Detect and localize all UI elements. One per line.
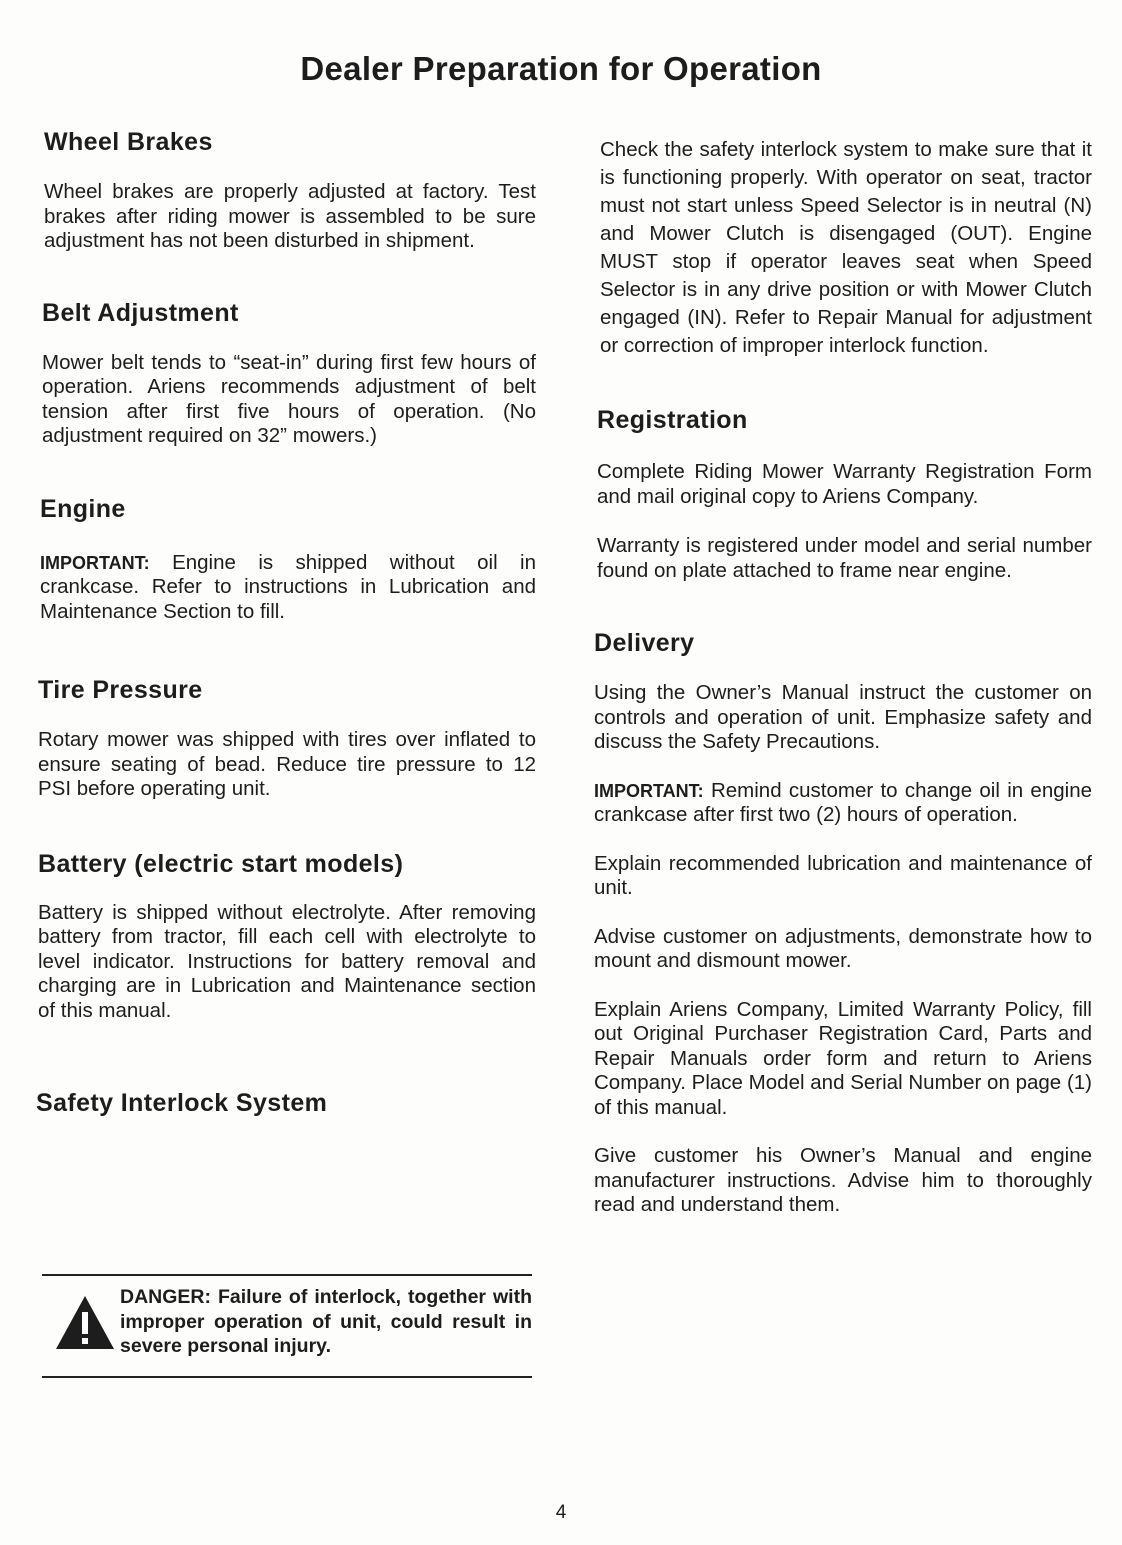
danger-notice bbox=[42, 1274, 532, 1378]
belt-adjustment-section bbox=[42, 297, 536, 449]
engine-heading: Engine bbox=[40, 494, 126, 523]
page-title: Dealer Preparation for Operation bbox=[300, 50, 822, 87]
safety-interlock-heading: Safety Interlock System bbox=[36, 1089, 328, 1117]
registration-section bbox=[597, 404, 1092, 583]
tire-pressure-section bbox=[38, 674, 536, 802]
tire-pressure-heading: Tire Pressure bbox=[38, 676, 203, 704]
delivery-paragraph-6: Give customer his Owner’s Manual and engine manufacturer instructions. Advise him to thoroughly read and understand them. bbox=[594, 1144, 1092, 1216]
registration-heading: Registration bbox=[597, 406, 748, 434]
delivery-important-label: IMPORTANT: bbox=[594, 780, 704, 801]
right-column bbox=[592, 136, 1092, 1218]
registration-paragraph-2: Warranty is registered under model and serial number found on plate attached to frame near engine. bbox=[597, 534, 1092, 582]
engine-body: Engine is shipped without oil in crankcase. Refer to instructions in Lubrication and Maintenance Section to fill. bbox=[40, 550, 537, 623]
tire-pressure-text: Rotary mower was shipped with tires over inflated to ensure seating of bead. Reduce tire pressure to 12 PSI before operating unit. bbox=[38, 728, 536, 800]
battery-section bbox=[38, 848, 536, 1024]
belt-adjustment-text: Mower belt tends to “seat-in” during first few hours of operation. Ariens recommends adjustment of belt tension after first five hours of operation. (No adjustment required on 32” mowers.) bbox=[42, 350, 536, 447]
delivery-paragraph-3: Explain recommended lubrication and maintenance of unit. bbox=[594, 851, 1092, 899]
engine-important-label: IMPORTANT: bbox=[40, 552, 150, 573]
wheel-brakes-text: Wheel brakes are properly adjusted at factory. Test brakes after riding mower is assembled to be sure adjustment has not been disturbed in shipment. bbox=[44, 180, 536, 252]
wheel-brakes-section bbox=[44, 126, 536, 254]
danger-text: DANGER: Failure of interlock, together with improper operation of unit, could result in severe personal injury. bbox=[120, 1286, 532, 1357]
delivery-heading: Delivery bbox=[594, 629, 695, 657]
delivery-paragraph-1: Using the Owner’s Manual instruct the customer on controls and operation of unit. Emphasize safety and discuss the Safety Precautions. bbox=[594, 681, 1092, 753]
engine-text bbox=[40, 551, 536, 625]
battery-text: Battery is shipped without electrolyte. After removing battery from tractor, fill each cell with electrolyte to level indicator. Instructions for battery removal and charging are in Lubrication and Maintenance section of this manual. bbox=[38, 900, 536, 1022]
wheel-brakes-heading: Wheel Brakes bbox=[44, 128, 213, 156]
battery-heading: Battery (electric start models) bbox=[38, 849, 404, 878]
delivery-paragraph-2-body: Remind customer to change oil in engine crankcase after first two (2) hours of operation. bbox=[594, 778, 1092, 826]
delivery-paragraph-2 bbox=[594, 779, 1092, 828]
safety-interlock-section bbox=[36, 1087, 536, 1119]
belt-adjustment-heading: Belt Adjustment bbox=[42, 298, 239, 327]
delivery-paragraph-5: Explain Ariens Company, Limited Warranty Policy, fill out Original Purchaser Registration Card, Parts and Repair Manuals order form and return to Ariens Company. Place Model and Serial Number on page (1) of this manual. bbox=[594, 997, 1092, 1119]
registration-paragraph-1: Complete Riding Mower Warranty Registration Form and mail original copy to Ariens Company. bbox=[597, 460, 1092, 508]
delivery-section bbox=[594, 627, 1092, 1218]
left-column bbox=[38, 126, 536, 1119]
warning-triangle-icon bbox=[54, 1294, 116, 1352]
interlock-check-section bbox=[600, 136, 1092, 360]
interlock-check-text: Check the safety interlock system to make sure that it is functioning properly. With operator on seat, tractor must not start unless Speed Selector is in neutral (N) and Mower Clutch is disengaged (OUT). Engine MUST stop if operator leaves seat when Speed Selector is in any drive position or with Mower Clutch engaged (IN). Refer to Repair Manual for adjustment or correction of improper interlock function. bbox=[600, 138, 1092, 357]
delivery-paragraph-4: Advise customer on adjustments, demonstrate how to mount and dismount mower. bbox=[594, 924, 1092, 972]
page-number: 4 bbox=[555, 1502, 567, 1523]
engine-section bbox=[40, 493, 536, 625]
